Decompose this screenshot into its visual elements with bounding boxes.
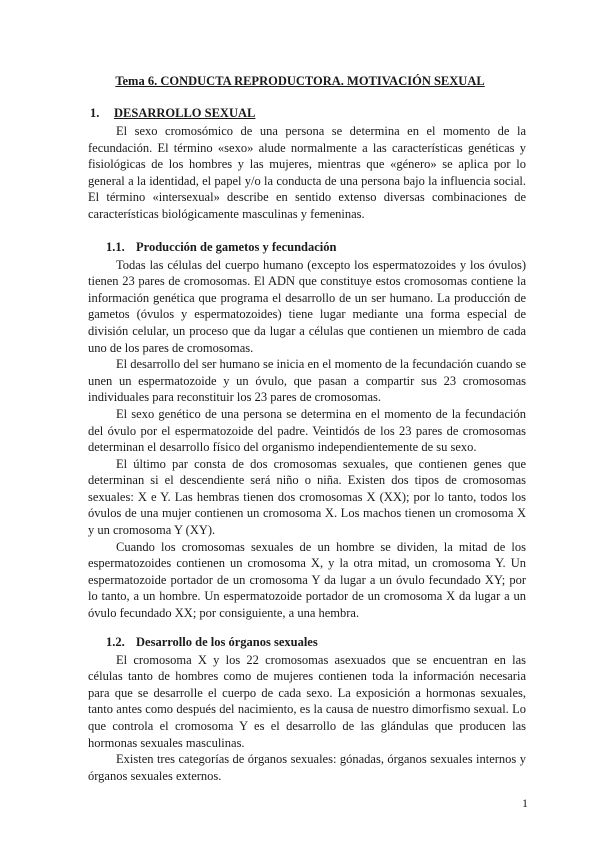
paragraph: El sexo genético de una persona se determina en el momento de la fecundación del óvulo por el espermatozoide del padre. Veintidós de los 23 pares de cromosomas determinan el desarrollo físico del organismo independientemente de su sexo. <box>88 406 526 455</box>
subsection-heading-organos <box>88 634 526 651</box>
paragraph: El cromosoma X y los 22 cromosomas asexuados que se encuentran en las células tanto de hombres como de mujeres contienen toda la información necesaria para que se desarrolle el cuerpo de cada sexo. La exposición a hormonas sexuales, tanto antes como después del nacimiento, es la causa de nuestro dimorfismo sexual. Lo que controla el cromosoma Y es el desarrollo de las glándulas que producen las hormonas sexuales masculinas. <box>88 652 526 750</box>
document-title: Tema 6. CONDUCTA REPRODUCTORA. MOTIVACIÓN SEXUAL <box>115 74 485 88</box>
subsection-number: 1.2. <box>106 634 125 649</box>
subsection-title: Desarrollo de los órganos sexuales <box>136 634 318 649</box>
paragraph: El desarrollo del ser humano se inicia en el momento de la fecundación cuando se unen un espermatozoide y un óvulo, que pasan a compartir sus 23 cromosomas individuales para reconstituir los 23 pares de cromosomas. <box>88 357 526 405</box>
paragraph: El último par consta de dos cromosomas sexuales, que contienen genes que determinan si el descendiente será niño o niña. Existen dos tipos de cromosomas sexuales: X e Y. Las hembras tienen dos cromosomas X (XX); por lo tanto, todos los óvulos de una mujer contienen un cromosoma X. Los machos tienen un cromosoma X y un cromosoma Y (XY). <box>88 456 526 538</box>
section-title: DESARROLLO SEXUAL <box>114 106 256 120</box>
subsection-heading-gametos <box>88 239 526 256</box>
page-number: 1 <box>522 796 528 810</box>
subsection-number: 1.1. <box>106 239 125 254</box>
paragraph: Todas las células del cuerpo humano (excepto los espermatozoides y los óvulos) tienen 23 pares de cromosomas. El ADN que constituye estos cromosomas contiene la información genética que programa el desarrollo de un ser humano. La producción de gametos (óvulos y espermatozoides) tiene lugar mediante una forma especial de división celular, un proceso que da lugar a células que contienen un miembro de cada uno de los pares de cromosomas. <box>88 257 526 355</box>
subsection-title: Producción de gametos y fecundación <box>136 239 337 254</box>
paragraph: Cuando los cromosomas sexuales de un hombre se dividen, la mitad de los espermatozoides contienen un cromosoma X, y la otra mitad, un cromosoma Y. Un espermatozoide portador de un cromosoma Y da lugar a un óvulo fecundado XY; por lo tanto, a un hombre. Un espermatozoide portador de un cromosoma X da lugar a un óvulo fecundado XX; por consiguiente, a una hembra. <box>88 539 526 621</box>
paragraph: Existen tres categorías de órganos sexuales: gónadas, órganos sexuales internos y órganos sexuales externos. <box>88 752 526 783</box>
section-number: 1. <box>90 106 100 120</box>
paragraph: El sexo cromosómico de una persona se determina en el momento de la fecundación. El término «sexo» alude normalmente a las características genéticas y fisiológicas de los hombres y las mujeres, mientras que «género» se aplica por lo general a la identidad, el papel y/o la conducta de una persona bajo la influencia social. El término «intersexual» describe en sentido extenso diversas combinaciones de características biológicamente masculinas y femeninas. <box>88 124 526 221</box>
section-heading-desarrollo-sexual <box>88 105 526 122</box>
document-body <box>88 105 526 784</box>
